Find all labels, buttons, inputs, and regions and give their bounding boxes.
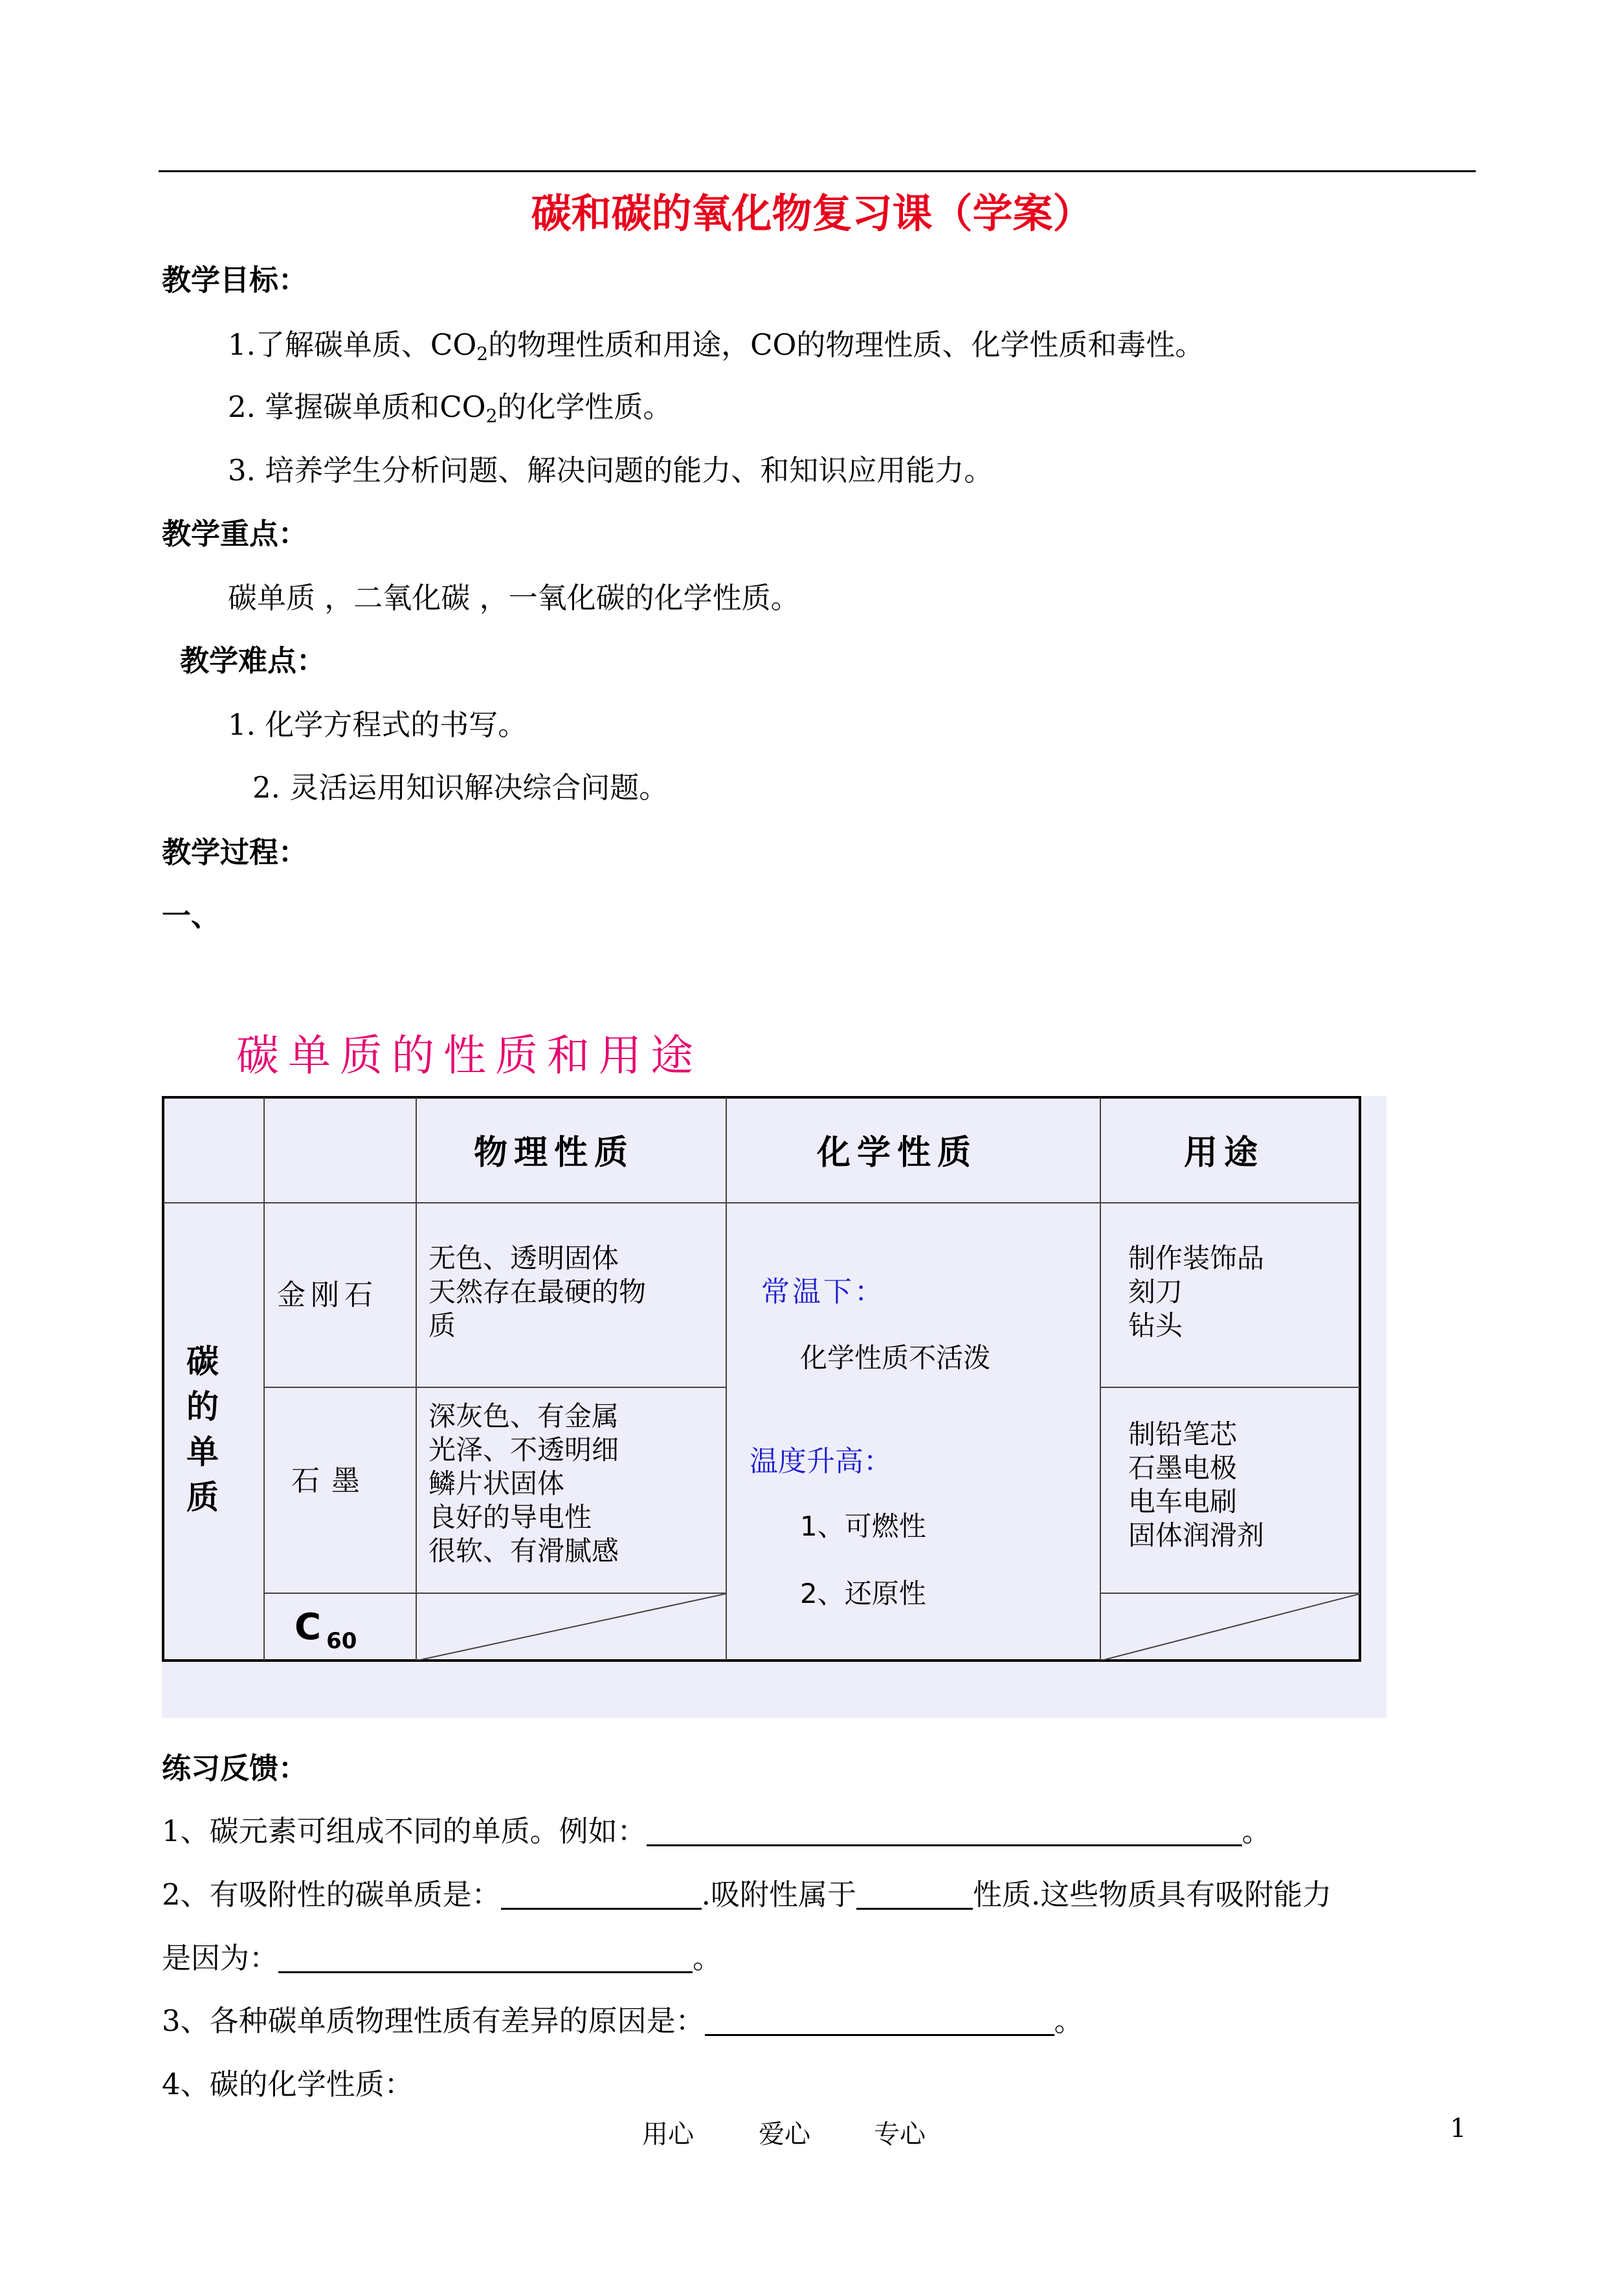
answer-blank[interactable] [705, 2008, 1054, 2036]
diamond-uses: 制作装饰品 刻刀 钻头 [1128, 1242, 1265, 1341]
header-physical: 物理性质 [474, 1134, 635, 1172]
row-group-label: 碳 的 单 质 [186, 1343, 219, 1516]
diamond-physical: 无色、透明固体 天然存在最硬的物 质 [428, 1242, 647, 1341]
chem-reducibility: 2、还原性 [800, 1578, 926, 1609]
goal-item-2: 2. 掌握碳单质和$CO_2$的化学性质。 [228, 390, 673, 427]
properties-table [162, 1096, 1361, 1662]
chem-normal-text: 化学性质不活泼 [800, 1342, 991, 1374]
practice-heading: 练习反馈： [162, 1751, 308, 1785]
footer-text-3: 专心 [874, 2120, 926, 2149]
c60-physical-empty-diagonal [417, 1594, 726, 1661]
chem-normal-label: 常温下： [761, 1275, 885, 1308]
goal-item-1: 1.了解碳单质、$CO_2$的物理性质和用途，CO的物理性质、化学性质和毒性。 [228, 328, 1205, 364]
chem-flammability: 1、可燃性 [800, 1510, 926, 1542]
header-rule [159, 170, 1476, 172]
graphite-label: 石墨 [291, 1464, 372, 1497]
table-row-divider [263, 1387, 727, 1388]
practice-q2-cont: 是因为： 。 [162, 1941, 722, 1975]
page-number: 1 [1450, 2114, 1467, 2143]
key-points-text: 碳单质 ，二氧化碳 ，一氧化碳的化学性质。 [228, 581, 800, 615]
footer-text-1: 用心 [642, 2120, 694, 2149]
chem-high-label: 温度升高： [750, 1445, 892, 1478]
practice-q1: 1、碳元素可组成不同的单质。例如： 。 [162, 1814, 1271, 1848]
section-number: 一、 [162, 899, 221, 933]
table-header-divider [163, 1202, 1360, 1203]
answer-blank[interactable] [647, 1818, 1242, 1846]
goals-heading: 教学目标： [162, 263, 308, 297]
goal-item-3: 3. 培养学生分析问题、解决问题的能力、和知识应用能力。 [228, 453, 994, 487]
answer-blank[interactable] [856, 1882, 973, 1910]
answer-blank[interactable] [501, 1882, 702, 1910]
footer-text-2: 爱心 [759, 2120, 810, 2149]
difficulties-heading: 教学难点： [180, 643, 326, 678]
process-heading: 教学过程： [162, 835, 308, 869]
table-col-divider [416, 1097, 417, 1661]
table-col-divider [1100, 1097, 1101, 1661]
table-title: 碳单质的性质和用途 [236, 1031, 702, 1080]
document-title: 碳和碳的氧化物复习课（学案） [531, 190, 1093, 237]
difficulty-item-1: 1. 化学方程式的书写。 [228, 708, 528, 742]
header-uses: 用途 [1184, 1134, 1265, 1172]
c60-label: C $_{60}$ [295, 1606, 357, 1654]
practice-q4: 4、碳的化学性质： [162, 2067, 414, 2101]
graphite-uses: 制铅笔芯 石墨电极 电车电刷 固体润滑剂 [1128, 1418, 1265, 1551]
practice-q2: 2、有吸附性的碳单质是： .吸附性属于 性质.这些物质具有吸附能力 [162, 1877, 1332, 1912]
diamond-label: 金刚石 [277, 1279, 378, 1312]
key-points-heading: 教学重点： [162, 517, 308, 551]
c60-uses-empty-diagonal [1101, 1594, 1360, 1661]
table-row-divider [1100, 1387, 1360, 1388]
header-chemical: 化学性质 [817, 1134, 978, 1172]
table-col-divider [726, 1097, 727, 1661]
graphite-physical: 深灰色、有金属 光泽、不透明细 鳞片状固体 良好的导电性 很软、有滑腻感 [428, 1400, 619, 1567]
practice-q3: 3、各种碳单质物理性质有差异的原因是： 。 [162, 2004, 1084, 2038]
difficulty-item-2: 2. 灵活运用知识解决综合问题。 [252, 770, 669, 805]
table-col-divider [263, 1097, 265, 1661]
answer-blank[interactable] [278, 1945, 693, 1973]
